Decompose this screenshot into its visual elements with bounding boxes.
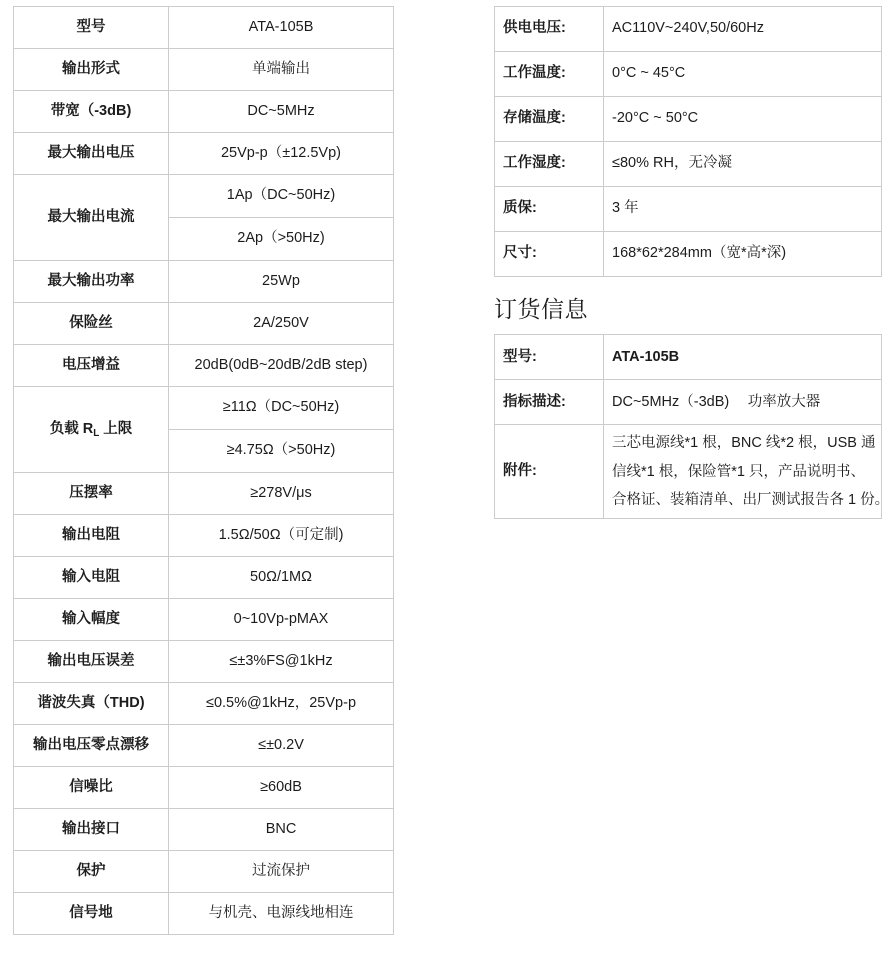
env-label: 质保: — [495, 187, 604, 232]
spec-label: 保护 — [14, 851, 169, 893]
spec-label: 信号地 — [14, 893, 169, 935]
spec-label: 最大输出功率 — [14, 261, 169, 303]
table-row — [495, 425, 882, 519]
order-label: 指标描述: — [495, 380, 604, 425]
table-row — [495, 7, 882, 52]
right-spec-table-wrapper — [494, 6, 881, 277]
table-row — [14, 387, 394, 430]
spec-label: 信噪比 — [14, 767, 169, 809]
table-row — [14, 641, 394, 683]
spec-label: 负载 $R_L$ 上限 — [14, 387, 169, 473]
spec-value: 与机壳、电源线地相连 — [169, 893, 394, 935]
table-row — [495, 232, 882, 277]
table-row — [14, 91, 394, 133]
accessory-line: 信线*1 根，保险管*1 只，产品说明书、 — [612, 463, 865, 480]
env-label: 工作温度: — [495, 52, 604, 97]
accessory-line: 三芯电源线*1 根，BNC 线*2 根，USB 通 — [612, 435, 876, 452]
spec-value: ≤±3%FS@1kHz — [169, 641, 394, 683]
spec-label: 型号 — [14, 7, 169, 49]
table-row — [14, 851, 394, 893]
env-value: 3 年 — [604, 187, 882, 232]
env-label: 供电电压: — [495, 7, 604, 52]
table-row — [14, 515, 394, 557]
table-row — [14, 175, 394, 218]
env-value: AC110V~240V,50/60Hz — [604, 7, 882, 52]
environment-specifications-table — [494, 6, 882, 277]
spec-value: DC~5MHz — [169, 91, 394, 133]
order-label: 型号: — [495, 335, 604, 380]
table-row — [495, 335, 882, 380]
spec-value: ≥11Ω（DC~50Hz) — [169, 387, 394, 430]
table-row — [14, 473, 394, 515]
table-row — [14, 767, 394, 809]
spec-value: 0~10Vp-pMAX — [169, 599, 394, 641]
table-row — [14, 303, 394, 345]
env-label: 存储温度: — [495, 97, 604, 142]
env-value: -20°C ~ 50°C — [604, 97, 882, 142]
order-value: DC~5MHz（-3dB) 功率放大器 — [604, 380, 882, 425]
spec-value: ≤±0.2V — [169, 725, 394, 767]
left-spec-table-wrapper — [13, 6, 393, 935]
table-row — [14, 683, 394, 725]
spec-label: 输入电阻 — [14, 557, 169, 599]
spec-label: 电压增益 — [14, 345, 169, 387]
spec-value: 25Wp — [169, 261, 394, 303]
spec-value: ATA-105B — [169, 7, 394, 49]
spec-value: ≥278V/μs — [169, 473, 394, 515]
spec-label: 最大输出电压 — [14, 133, 169, 175]
spec-value: 20dB(0dB~20dB/2dB step) — [169, 345, 394, 387]
table-row — [495, 142, 882, 187]
spec-label: 最大输出电流 — [14, 175, 169, 261]
table-row — [495, 97, 882, 142]
spec-label: 输出形式 — [14, 49, 169, 91]
order-label: 附件: — [495, 425, 604, 519]
spec-label: 输出接口 — [14, 809, 169, 851]
spec-label: 输出电阻 — [14, 515, 169, 557]
accessory-line: 合格证、装箱清单、出厂测试报告各 1 份。 — [612, 491, 890, 508]
table-row — [14, 725, 394, 767]
table-row — [14, 557, 394, 599]
table-row — [495, 380, 882, 425]
spec-label: 输入幅度 — [14, 599, 169, 641]
spec-label: 带宽（-3dB) — [14, 91, 169, 133]
order-value — [604, 425, 890, 519]
ordering-information-section — [494, 296, 890, 519]
spec-value: 1Ap（DC~50Hz) — [169, 175, 394, 218]
spec-value: 2A/250V — [169, 303, 394, 345]
table-row — [14, 345, 394, 387]
spec-label: 谐波失真（THD) — [14, 683, 169, 725]
spec-label: 输出电压零点漂移 — [14, 725, 169, 767]
spec-value: 1.5Ω/50Ω（可定制) — [169, 515, 394, 557]
table-row — [14, 49, 394, 91]
spec-value: 50Ω/1MΩ — [169, 557, 394, 599]
table-row — [14, 809, 394, 851]
env-label: 尺寸: — [495, 232, 604, 277]
env-value: 168*62*284mm（宽*高*深) — [604, 232, 882, 277]
ordering-information-table — [494, 334, 890, 519]
spec-value: 2Ap（>50Hz) — [169, 218, 394, 261]
env-label: 工作湿度: — [495, 142, 604, 187]
spec-value: 25Vp-p（±12.5Vp) — [169, 133, 394, 175]
product-specifications-table — [13, 6, 394, 935]
spec-value: 单端输出 — [169, 49, 394, 91]
table-row — [14, 261, 394, 303]
table-row — [14, 599, 394, 641]
spec-label: 输出电压误差 — [14, 641, 169, 683]
spec-value: ≤0.5%@1kHz，25Vp-p — [169, 683, 394, 725]
ordering-information-heading: 订货信息 — [494, 296, 588, 322]
spec-value: BNC — [169, 809, 394, 851]
table-row — [14, 133, 394, 175]
spec-value: ≥60dB — [169, 767, 394, 809]
spec-value: 过流保护 — [169, 851, 394, 893]
table-row — [495, 52, 882, 97]
spec-value: ≥4.75Ω（>50Hz) — [169, 430, 394, 473]
env-value: 0°C ~ 45°C — [604, 52, 882, 97]
env-value: ≤80% RH，无冷凝 — [604, 142, 882, 187]
spec-label: 保险丝 — [14, 303, 169, 345]
spec-label: 压摆率 — [14, 473, 169, 515]
table-row — [14, 7, 394, 49]
table-row — [495, 187, 882, 232]
order-value: ATA-105B — [604, 335, 882, 380]
table-row — [14, 893, 394, 935]
